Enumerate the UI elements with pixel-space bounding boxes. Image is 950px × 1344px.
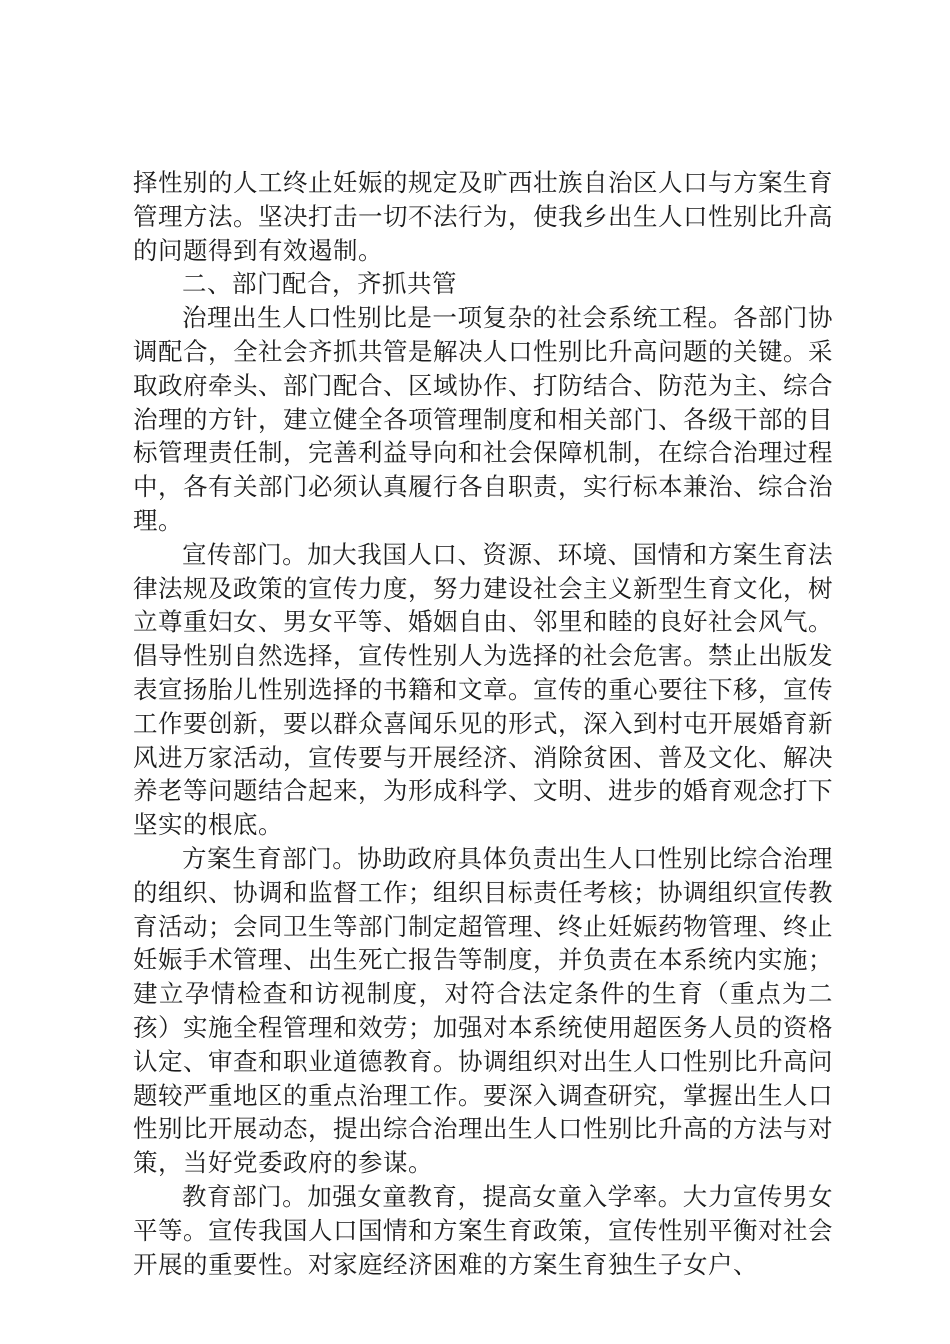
document-body [133, 166, 833, 1281]
section-heading: 二、部门配合，齐抓共管 [182, 269, 457, 299]
paragraph-intro: 治理出生人口性别比是一项复杂的社会系统工程。各部门协调配合，全社会齐抓共管是解决人口性别比升高问题的关键。采取政府牵头、部门配合、区域协作、打防结合、防范为主、综合治理的方针，建立健全各项管理制度和相关部门、各级干部的目标管理责任制，完善利益导向和社会保障机制，在综合治理过程中，各有关部门必须认真履行各自职责，实行标本兼治、综合治理。 [133, 303, 833, 535]
paragraph-education-department: 教育部门。加强女童教育，提高女童入学率。大力宣传男女平等。宣传我国人口国情和方案生育政策，宣传性别平衡对社会开展的重要性。对家庭经济困难的方案生育独生子女户、 [133, 1181, 833, 1279]
paragraph-family-planning-department: 方案生育部门。协助政府具体负责出生人口性别比综合治理的组织、协调和监督工作；组织目标责任考核；协调组织宣传教育活动；会同卫生等部门制定超管理、终止妊娠药物管理、终止妊娠手术管理、出生死亡报告等制度，并负责在本系统内实施；建立孕情检查和访视制度，对符合法定条件的生育（重点为二孩）实施全程管理和效劳；加强对本系统使用超医务人员的资格认定、审查和职业道德教育。协调组织对出生人口性别比升高问题较严重地区的重点治理工作。要深入调查研究，掌握出生人口性别比开展动态，提出综合治理出生人口性别比升高的方法与对策，当好党委政府的参谋。 [133, 843, 833, 1178]
paragraph-continuation: 择性别的人工终止妊娠的规定及旷西壮族自治区人口与方案生育管理方法。坚决打击一切不法行为，使我乡出生人口性别比升高的问题得到有效遏制。 [133, 168, 833, 265]
paragraph-publicity-department: 宣传部门。加大我国人口、资源、环境、国情和方案生育法律法规及政策的宣传力度，努力建设社会主义新型生育文化，树立尊重妇女、男女平等、婚姻自由、邻里和睦的良好社会风气。倡导性别自然选择，宣传性别人为选择的社会危害。禁止出版发表宣扬胎儿性别选择的书籍和文章。宣传的重心要往下移，宣传工作要创新，要以群众喜闻乐见的形式，深入到村屯开展婚育新风进万家活动，宣传要与开展经济、消除贫困、普及文化、解决养老等问题结合起来，为形成科学、文明、进步的婚育观念打下坚实的根底。 [133, 539, 833, 840]
